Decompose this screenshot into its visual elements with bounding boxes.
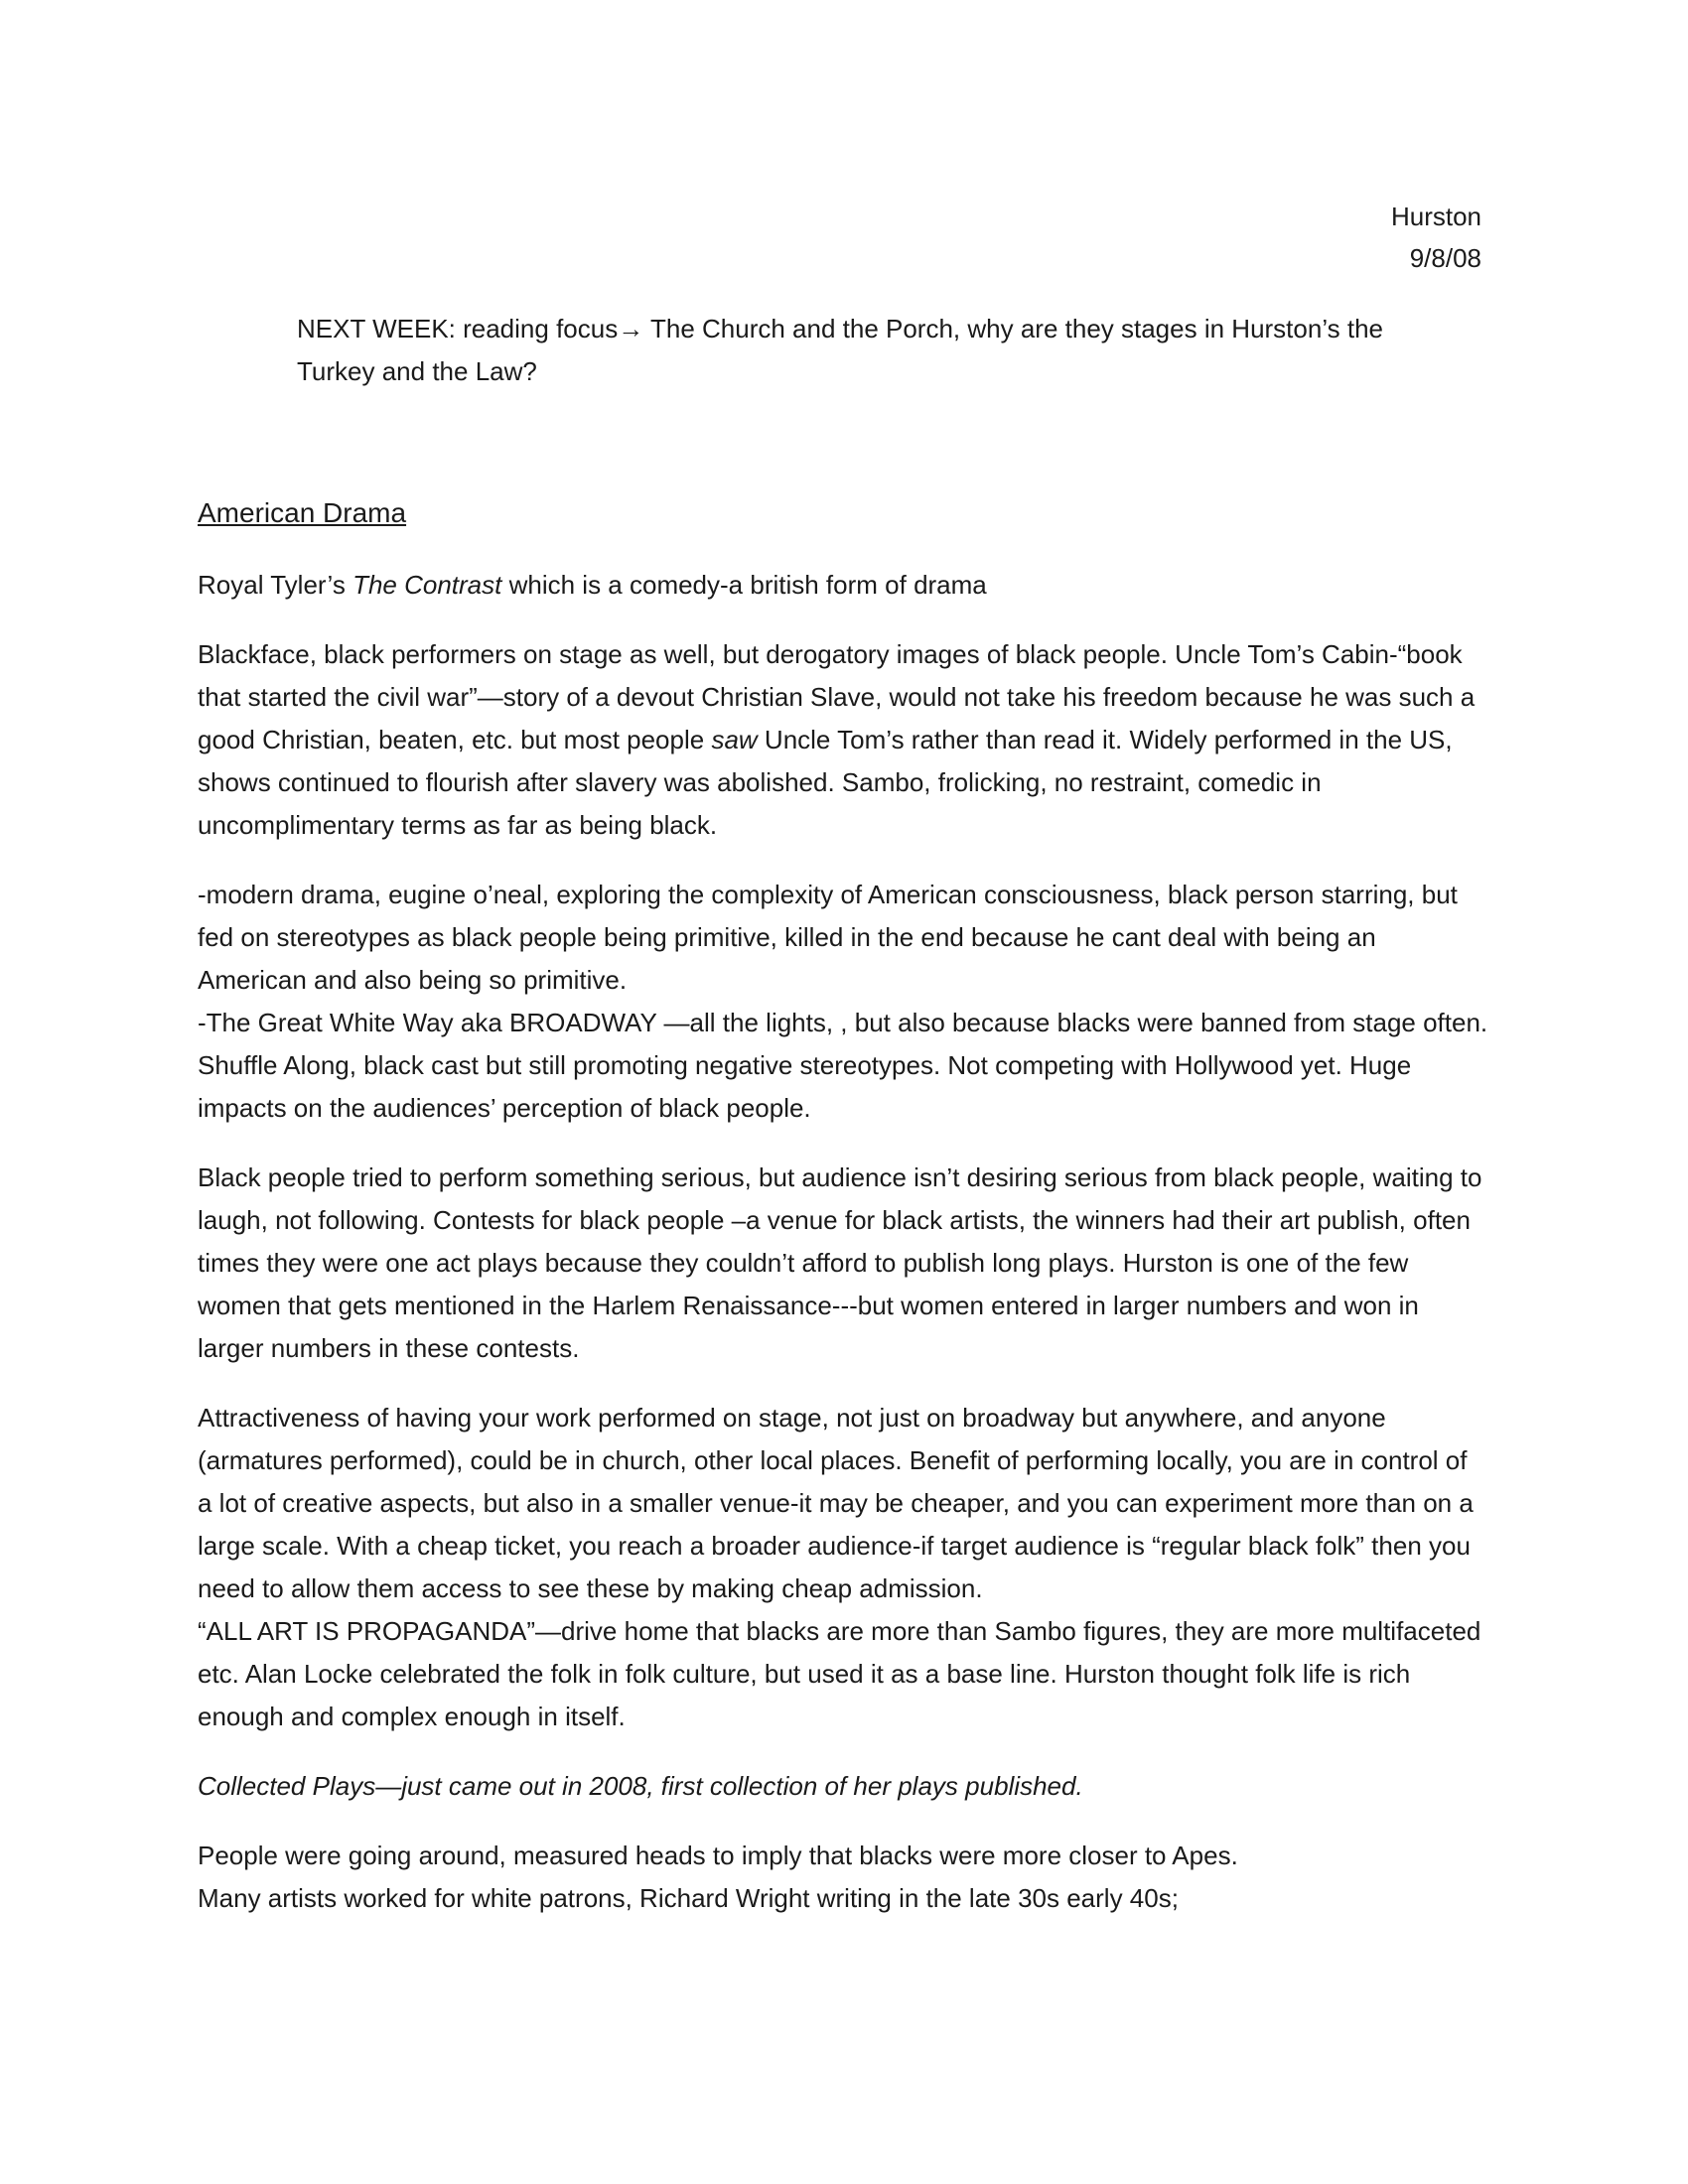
next-week-text: The Church and the Porch, why are they stages in Hurston’s the Turkey and the Law? bbox=[297, 314, 1384, 386]
paragraph-text: Royal Tyler’s bbox=[198, 570, 353, 600]
paragraph-text: Blackface, black performers on stage as well, but derogatory images of black people. Uncle Tom’s Cabin-“book that started the civil war”—story of a devout Christian Slave, would not take his freedom because he was such a good Christian, beaten, etc. but most people bbox=[198, 639, 1476, 754]
header-name: Hurston bbox=[1390, 202, 1481, 231]
emphasis-text: saw bbox=[711, 725, 758, 754]
arrow-icon: → bbox=[618, 314, 644, 343]
notes-body bbox=[198, 491, 1488, 1920]
paragraph-contrast bbox=[198, 564, 1488, 607]
play-title: The Contrast bbox=[352, 570, 502, 600]
header-block bbox=[1391, 196, 1481, 279]
section-title: American Drama bbox=[198, 497, 407, 528]
paragraph-propaganda: “ALL ART IS PROPAGANDA”—drive home that blacks are more than Sambo figures, they are more multifaceted etc. Alan Locke celebrated the folk in folk culture, but used it as a base line. Hurston thought folk life is rich enough and complex enough in itself. bbox=[198, 1616, 1481, 1731]
next-week-lead: NEXT WEEK: reading focus bbox=[297, 314, 619, 343]
paragraph-collected-plays: Collected Plays—just came out in 2008, first collection of her plays published. bbox=[198, 1771, 1083, 1801]
paragraph-modern-drama: -modern drama, eugine o’neal, exploring the complexity of American consciousness, black person starring, but fed on stereotypes as black people being primitive, killed in the end because he cant deal with being an American and also being so primitive. bbox=[198, 880, 1458, 995]
header-date: 9/8/08 bbox=[1409, 243, 1481, 273]
paragraph-blackface bbox=[198, 633, 1488, 847]
paragraph-measured-heads: People were going around, measured heads to imply that blacks were more closer to Apes. bbox=[198, 1841, 1238, 1870]
paragraph-broadway: -The Great White Way aka BROADWAY —all the lights, , but also because blacks were banned from stage often. Shuffle Along, black cast but still promoting negative stereotypes. Not competing with Hollywood yet. Huge impacts on the audiences’ perception of black people. bbox=[198, 1008, 1488, 1123]
paragraph-contests: Black people tried to perform something serious, but audience isn’t desiring serious from black people, waiting to laugh, not following. Contests for black people –a venue for black artists, the winners had their art publish, often times they were one act plays because they couldn’t afford to publish long plays. Hurston is one of the few women that gets mentioned in the Harlem Renaissance---but women entered in larger numbers and won in larger numbers in these contests. bbox=[198, 1162, 1482, 1363]
next-week-note bbox=[297, 308, 1449, 393]
paragraph-text: Uncle Tom’s rather than read it. Widely performed in the US, shows continued to flourish after slavery was abolished. Sambo, frolicking, no restraint, comedic in uncomplimentary terms as far as being black. bbox=[198, 725, 1453, 840]
paragraph-patrons: Many artists worked for white patrons, Richard Wright writing in the late 30s early 40s; bbox=[198, 1883, 1179, 1913]
paragraph-text: which is a comedy-a british form of drama bbox=[501, 570, 987, 600]
paragraph-local-performance: Attractiveness of having your work performed on stage, not just on broadway but anywhere, and anyone (armatures performed), could be in church, other local places. Benefit of performing locally, you are in control of a lot of creative aspects, but also in a smaller venue-it may be cheaper, and you can experiment more than on a large scale. With a cheap ticket, you reach a broader audience-if target audience is “regular black folk” then you need to allow them access to see these by making cheap admission. bbox=[198, 1403, 1474, 1603]
